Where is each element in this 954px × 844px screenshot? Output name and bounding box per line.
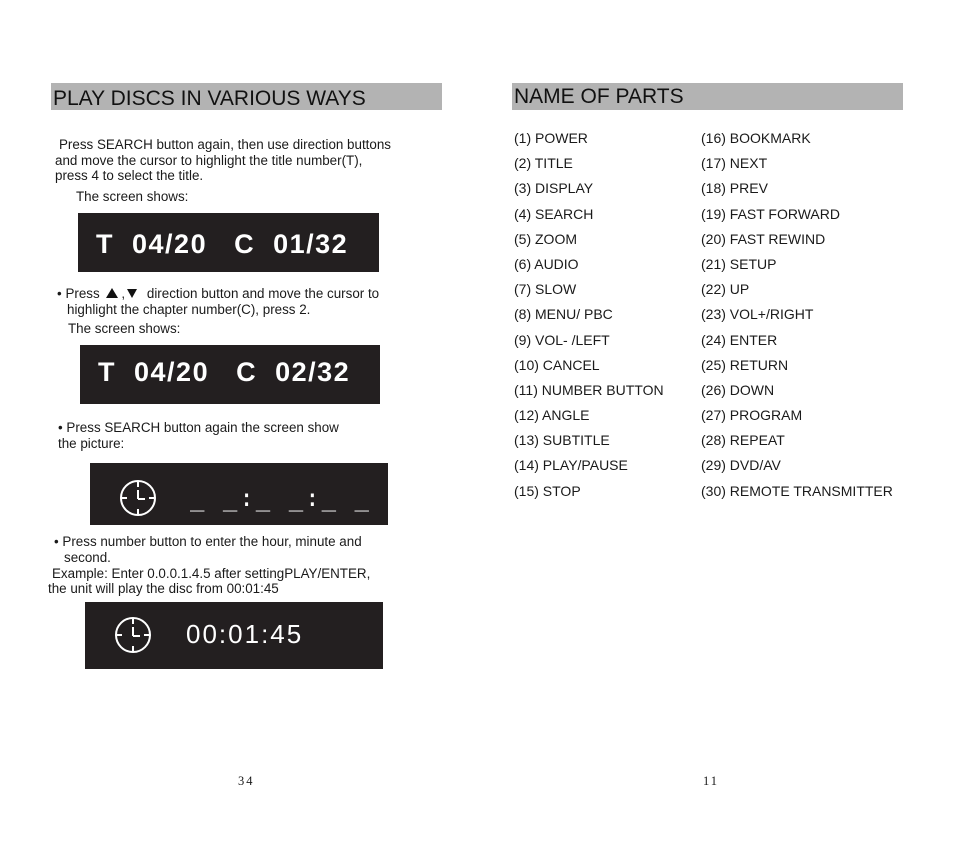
list-item: (28) REPEAT [701, 432, 785, 449]
osd-screen-title-chapter-2 [80, 345, 380, 404]
parts-list-left [514, 126, 664, 504]
step2-screen-label: The screen shows: [68, 321, 181, 336]
osd-chapter-value: 02/32 [275, 357, 351, 387]
list-item: (12) ANGLE [514, 407, 590, 424]
list-item: (22) UP [701, 281, 750, 298]
step2-line1 [57, 286, 379, 302]
list-item: (7) SLOW [514, 281, 577, 298]
osd-readout-1 [96, 229, 348, 259]
list-item: (1) POWER [514, 130, 588, 146]
step2-line2: highlight the chapter number(C), press 2. [67, 302, 311, 317]
osd-screen-time-entry [90, 463, 388, 525]
osd-chapter-value: 01/32 [273, 229, 349, 259]
step3-line1: • Press SEARCH button again the screen show [58, 420, 339, 435]
list-item: (18) PREV [701, 180, 768, 197]
list-item: (16) BOOKMARK [701, 130, 811, 146]
step2-line1-rest: direction button and move the cursor to [146, 286, 380, 301]
list-item: (15) STOP [514, 482, 581, 499]
osd-title-value: 04/20 [132, 229, 208, 259]
step4-line3: Example: Enter 0.0.0.1.4.5 after settingPLAY/ENTER, [52, 566, 371, 581]
osd-chapter-label: C [234, 229, 256, 259]
time-value: 00:01:45 [186, 619, 304, 649]
left-section-title: PLAY DISCS IN VARIOUS WAYS [53, 87, 366, 110]
list-item: (4) SEARCH [514, 205, 594, 222]
right-section-header [512, 83, 903, 110]
osd-screen-title-chapter-1 [78, 213, 379, 272]
list-item: (10) CANCEL [514, 356, 600, 373]
list-item: (5) ZOOM [514, 230, 577, 247]
osd-readout-2 [98, 357, 350, 387]
step2-bullet: • [57, 286, 62, 301]
step2-press: Press [65, 286, 100, 301]
list-item: (14) PLAY/PAUSE [514, 457, 628, 474]
step4-line4: the unit will play the disc from 00:01:45 [48, 581, 279, 596]
time-placeholder: _ _:_ _:_ _ [190, 484, 371, 512]
list-item: (24) ENTER [701, 331, 778, 348]
left-page-number: 34 [238, 774, 255, 788]
osd-title-value: 04/20 [134, 357, 210, 387]
list-item: (3) DISPLAY [514, 180, 594, 197]
step1-screen-label: The screen shows: [76, 189, 189, 204]
right-page-number: 11 [703, 774, 720, 788]
list-item: (29) DVD/AV [701, 457, 781, 474]
osd-title-label: T [96, 229, 114, 259]
parts-list-right [701, 126, 893, 504]
list-item: (23) VOL+/RIGHT [701, 306, 814, 323]
step4-line2: second. [64, 550, 111, 565]
step4-line1: • Press number button to enter the hour, minute and [54, 534, 362, 549]
step2-comma: , [121, 286, 126, 301]
list-item: (27) PROGRAM [701, 407, 803, 424]
clock-icon [118, 478, 158, 518]
list-item: (19) FAST FORWARD [701, 205, 840, 222]
step1-line3: press 4 to select the title. [55, 168, 204, 183]
list-item: (2) TITLE [514, 155, 573, 172]
list-item: (13) SUBTITLE [514, 432, 610, 449]
list-item: (11) NUMBER BUTTON [514, 381, 664, 398]
osd-chapter-label: C [236, 357, 258, 387]
list-item: (17) NEXT [701, 155, 768, 172]
clock-icon [113, 615, 153, 655]
arrow-up-icon [106, 288, 118, 298]
left-section-header [51, 83, 442, 110]
list-item: (25) RETURN [701, 356, 789, 373]
list-item: (30) REMOTE TRANSMITTER [701, 482, 893, 499]
list-item: (9) VOL- /LEFT [514, 331, 610, 348]
osd-title-label: T [98, 357, 116, 387]
osd-screen-time-value [85, 602, 383, 669]
step1-line1: Press SEARCH button again, then use direction buttons [59, 137, 391, 152]
list-item: (8) MENU/ PBC [514, 306, 613, 323]
step1-instructions [55, 137, 391, 184]
step1-line2: and move the cursor to highlight the title number(T), [55, 152, 363, 168]
list-item: (26) DOWN [701, 381, 775, 398]
arrow-down-icon [127, 289, 137, 298]
right-section-title: NAME OF PARTS [514, 85, 684, 108]
step3-line2: the picture: [58, 436, 125, 451]
list-item: (21) SETUP [701, 255, 777, 272]
list-item: (20) FAST REWIND [701, 230, 826, 247]
list-item: (6) AUDIO [514, 255, 579, 272]
